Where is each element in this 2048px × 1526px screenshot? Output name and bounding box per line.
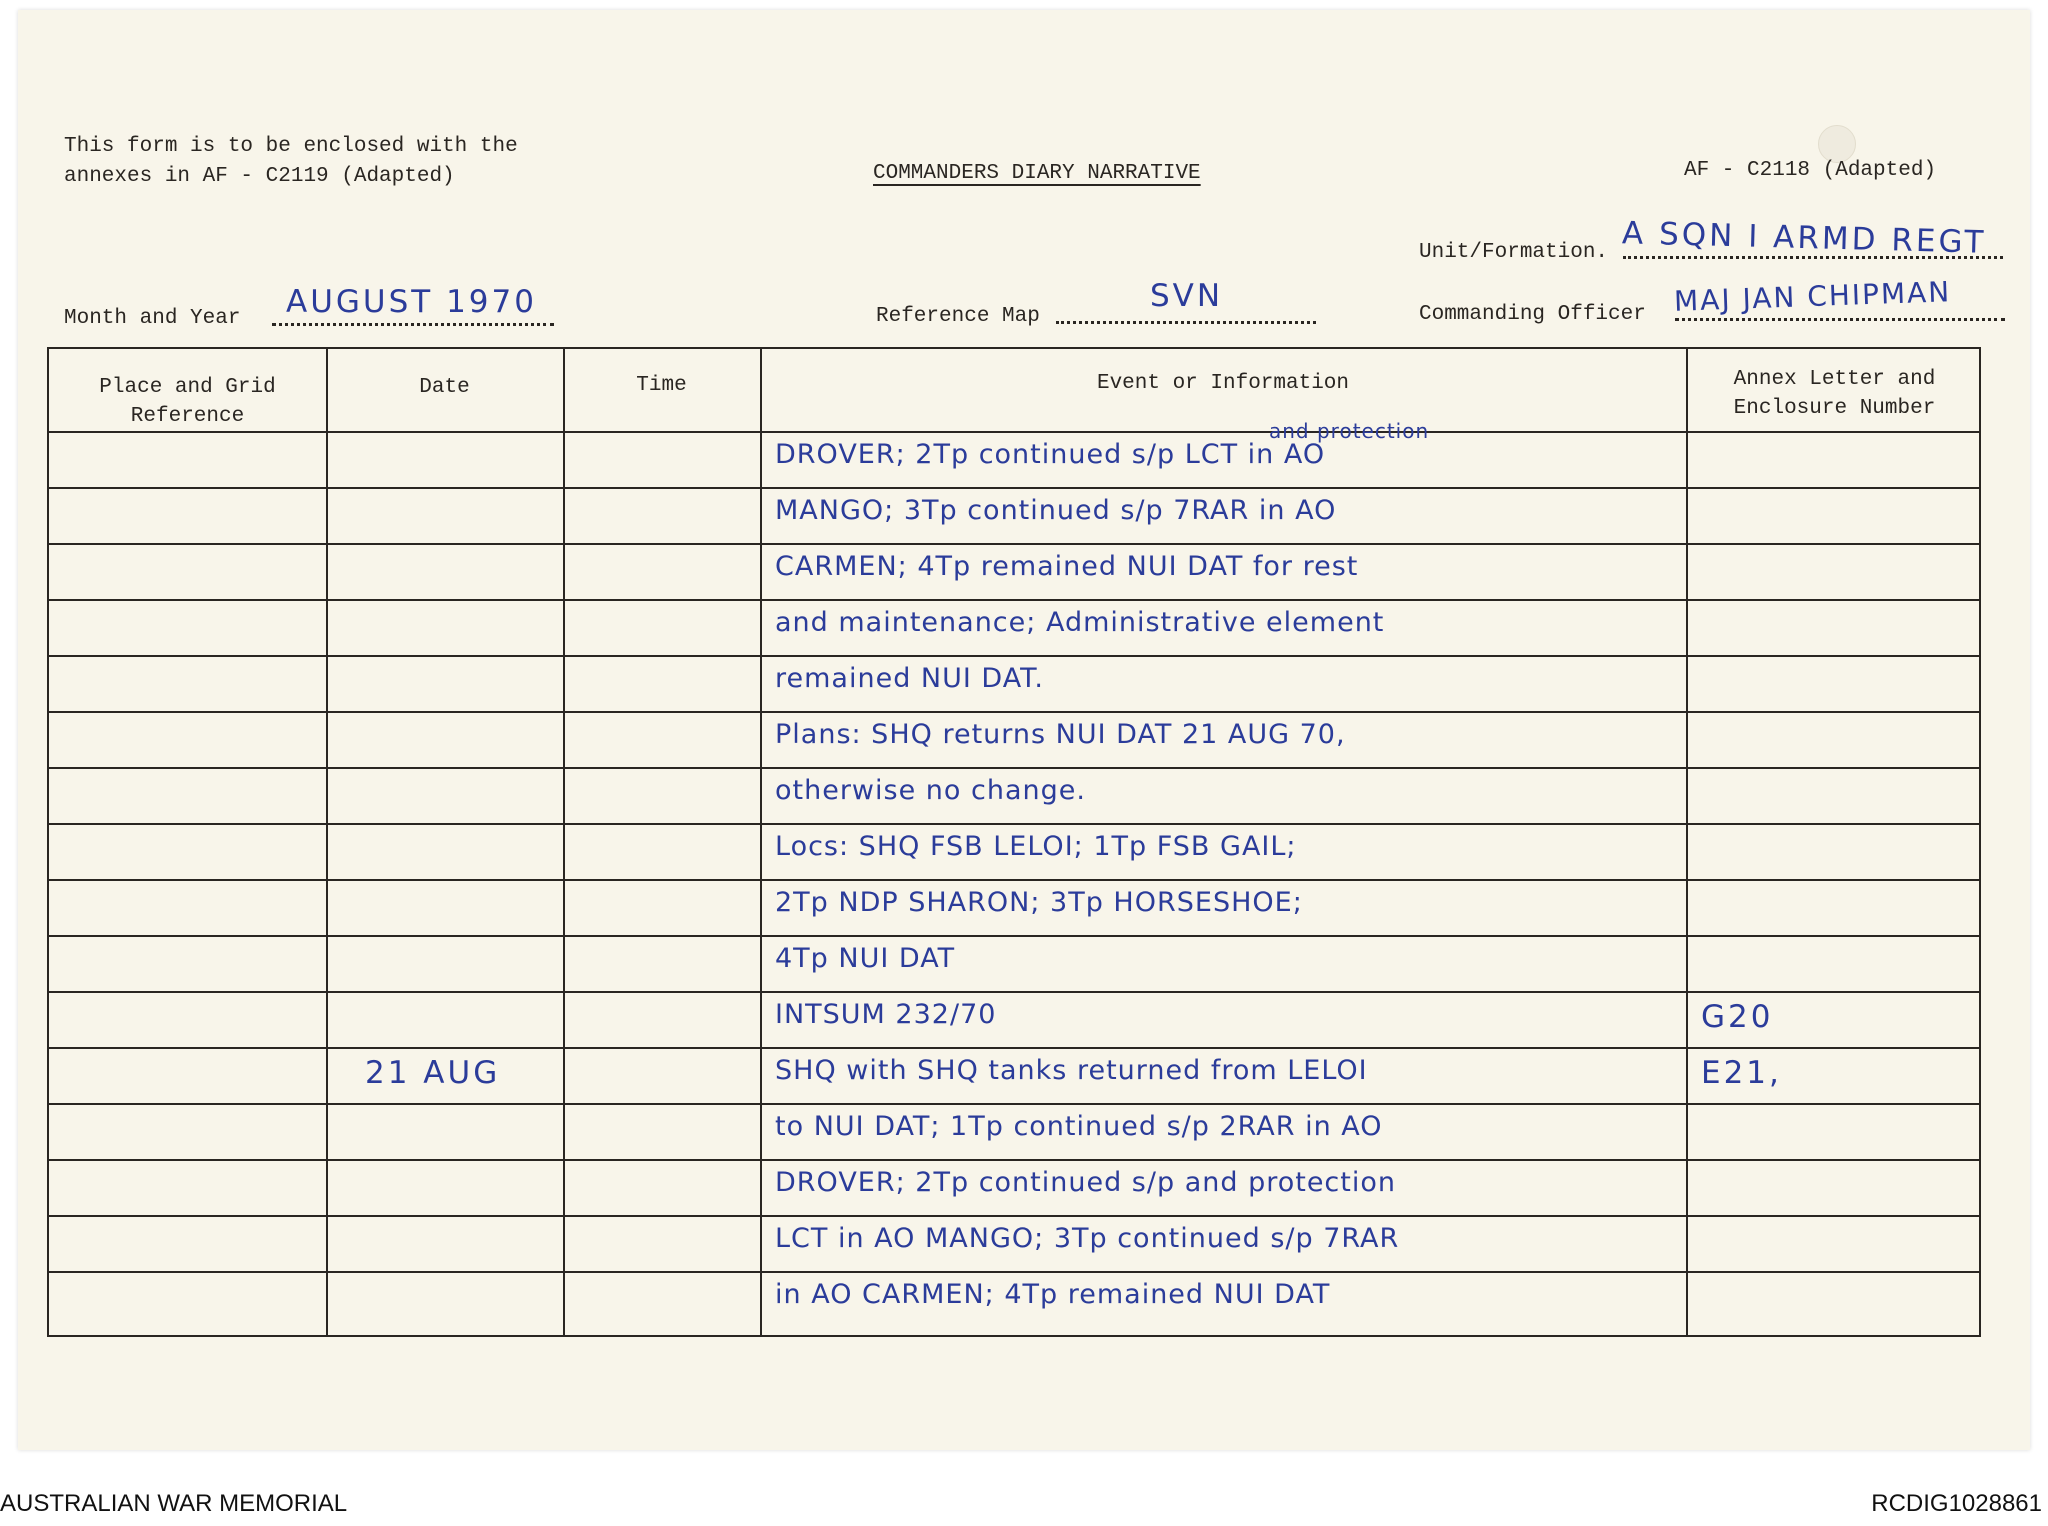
row-divider xyxy=(49,1215,1979,1217)
row-divider xyxy=(49,879,1979,881)
row-event-cell: SHQ with SHQ tanks returned from LELOI xyxy=(775,1055,1368,1086)
row-divider xyxy=(49,543,1979,545)
form-number: AF - C2118 (Adapted) xyxy=(1684,159,1937,182)
row-event-cell: 2Tp NDP SHARON; 3Tp HORSESHOE; xyxy=(775,887,1303,918)
month-year-value: AUGUST 1970 xyxy=(286,284,537,320)
row-event-cell: MANGO; 3Tp continued s/p 7RAR in AO xyxy=(775,495,1337,526)
unit-formation-label: Unit/Formation. xyxy=(1419,241,1609,264)
column-divider xyxy=(760,349,762,1335)
row-divider xyxy=(49,1047,1979,1049)
column-header-place: Place and Grid Reference xyxy=(99,376,276,428)
header-divider xyxy=(49,431,1979,433)
row-date-cell: 21 AUG xyxy=(365,1055,501,1091)
diary-table xyxy=(47,347,1981,1337)
row-divider xyxy=(49,487,1979,489)
row-event-cell: and maintenance; Administrative element xyxy=(775,607,1385,638)
column-header-event: Event or Information xyxy=(1096,372,1350,395)
form-title: COMMANDERS DIARY NARRATIVE xyxy=(873,162,1201,185)
row-event-cell: LCT in AO MANGO; 3Tp continued s/p 7RAR xyxy=(775,1223,1400,1254)
row-divider xyxy=(49,711,1979,713)
month-year-dotted-line xyxy=(272,323,554,326)
row-event-cell: Plans: SHQ returns NUI DAT 21 AUG 70, xyxy=(775,719,1346,750)
column-divider xyxy=(1686,349,1688,1335)
commanding-officer-value: MAJ JAN CHIPMAN xyxy=(1673,275,1952,318)
commanding-officer-label: Commanding Officer xyxy=(1419,303,1646,326)
row-divider xyxy=(49,599,1979,601)
row-divider xyxy=(49,1103,1979,1105)
row-event-cell: in AO CARMEN; 4Tp remained NUI DAT xyxy=(775,1279,1331,1310)
reference-map-label: Reference Map xyxy=(876,305,1040,328)
column-divider xyxy=(563,349,565,1335)
row-event-cell: otherwise no change. xyxy=(775,775,1086,806)
column-divider xyxy=(326,349,328,1335)
row-annex-cell: G20 xyxy=(1701,999,1774,1035)
institution-footer: AUSTRALIAN WAR MEMORIAL xyxy=(0,1490,348,1517)
row-divider xyxy=(49,823,1979,825)
row-event-cell: 4Tp NUI DAT xyxy=(775,943,956,974)
unit-formation-value: A SQN I ARMD REGT xyxy=(1621,215,1987,261)
column-header-date: Date xyxy=(419,376,470,399)
row-divider xyxy=(49,1271,1979,1273)
row-divider xyxy=(49,767,1979,769)
commanding-officer-dotted-line xyxy=(1675,318,2005,321)
row-annex-cell: E21, xyxy=(1701,1055,1782,1091)
row-event-cell: Locs: SHQ FSB LELOI; 1Tp FSB GAIL; xyxy=(775,831,1297,862)
enclosure-note-line1: This form is to be enclosed with the xyxy=(64,135,518,158)
reference-map-dotted-line xyxy=(1056,321,1316,324)
enclosure-note-line2: annexes in AF - C2119 (Adapted) xyxy=(64,165,455,188)
row-divider xyxy=(49,1159,1979,1161)
row-event-cell: DROVER; 2Tp continued s/p LCT in AO xyxy=(775,439,1326,470)
row-event-cell: to NUI DAT; 1Tp continued s/p 2RAR in AO xyxy=(775,1111,1383,1142)
row-event-cell: INTSUM 232/70 xyxy=(775,999,997,1030)
row-divider xyxy=(49,991,1979,993)
row-divider xyxy=(49,935,1979,937)
reference-map-value: SVN xyxy=(1150,278,1224,314)
row-event-cell: DROVER; 2Tp continued s/p and protection xyxy=(775,1167,1397,1198)
row-event-cell: remained NUI DAT. xyxy=(775,663,1044,694)
catalogue-id: RCDIG1028861 xyxy=(1871,1490,2042,1517)
column-header-time: Time xyxy=(636,374,687,397)
month-year-label: Month and Year xyxy=(64,307,241,330)
row-divider xyxy=(49,655,1979,657)
insertion-note: and protection xyxy=(1269,419,1430,443)
column-header-annex: Annex Letter and Enclosure Number xyxy=(1733,368,1936,420)
row-event-cell: CARMEN; 4Tp remained NUI DAT for rest xyxy=(775,551,1359,582)
